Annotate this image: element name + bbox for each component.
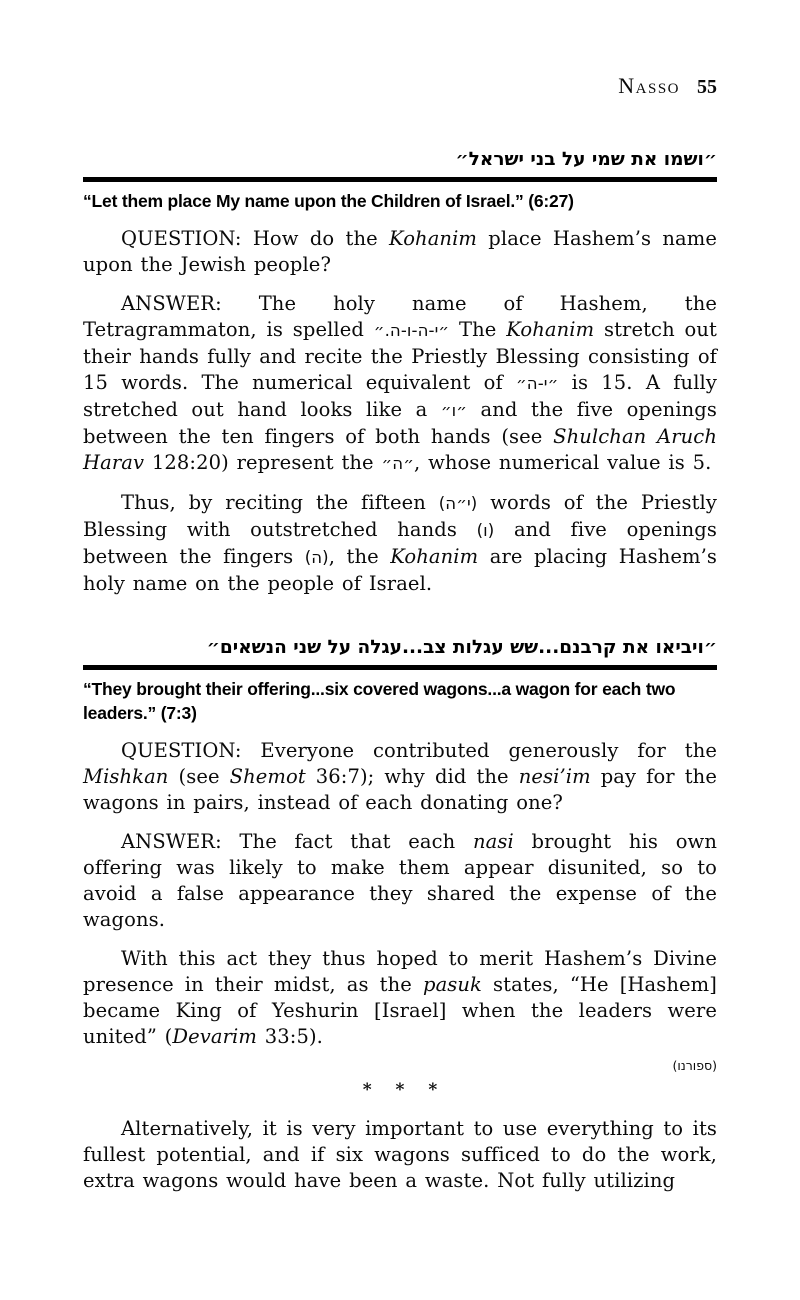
heading-rule (83, 665, 717, 670)
english-verse-heading: “They brought their offering...six covered wagons...a wagon for each two leaders.” (7:3) (83, 679, 676, 723)
hebrew-inline: (י״ה) (438, 494, 478, 513)
parsha-title: Nasso (618, 73, 680, 98)
section-wagons (83, 635, 717, 1194)
book-page (83, 0, 717, 1194)
italic-term: Shemot (229, 765, 306, 788)
section-priestly-blessing (83, 147, 717, 597)
answer-paragraph: ANSWER: The fact that each nasi brought his own offering was likely to make them appear disunited, so to avoid a false appearance they shared the expense of the wagons. (83, 830, 717, 931)
source-citation: (ספורנו) (672, 1058, 717, 1073)
italic-term: Devarim (172, 1025, 257, 1048)
body-paragraph: Alternatively, it is very important to use everything to its fullest potential, and if six wagons sufficed to do the work, extra wagons would have been a waste. Not fully utilizing (83, 1117, 717, 1192)
italic-term: nesi’im (518, 765, 591, 788)
answer-paragraph: ANSWER: The holy name of Hashem, the Tetragrammaton, is spelled ״י-ה-ו-ה.״ The Kohanim stretch out their hands fully and recite the Priestly Blessing consisting of 15 words. The numerical equivalent of ״י-ה״ is 15. A fully stretched out hand looks like a ״ו״ and the five openings between the ten fingers of both hands (see Shulchan Aruch Harav 128:20) represent the ״ה״, whose numerical value is 5. (83, 292, 718, 474)
italic-term: Kohanim (390, 545, 479, 568)
hebrew-inline: ״ה״ (381, 454, 414, 473)
question-paragraph: QUESTION: Everyone contributed generously for the Mishkan (see Shemot 36:7); why did the nesi’im pay for the wagons in pairs, instead of each donating one? (83, 739, 717, 814)
hebrew-inline: ״ו״ (440, 401, 468, 420)
page-header (83, 74, 717, 99)
page-number: 55 (697, 76, 717, 98)
hebrew-verse-heading: ״ויביאו את קרבנם...שש עגלות צב...עגלה על שני הנשאים״ (206, 637, 717, 658)
italic-term: Kohanim (389, 227, 478, 250)
italic-term: Shulchan Aruch Harav (83, 425, 717, 474)
asterisk-separator: * * * (362, 1080, 438, 1100)
hebrew-inline: (ו) (476, 521, 495, 540)
hebrew-inline: ״י-ה-ו-ה.״ (373, 321, 450, 340)
body-paragraph: With this act they thus hoped to merit Hashem’s Divine presence in their midst, as the pasuk states, “He [Hashem] became King of Yeshurin [Israel] when the leaders were united” (Devarim 33:5). (83, 947, 717, 1048)
heading-rule (83, 177, 717, 182)
hebrew-inline: (ה) (304, 548, 329, 567)
italic-term: Kohanim (506, 318, 595, 341)
italic-term: Mishkan (83, 765, 169, 788)
body-paragraph: Thus, by reciting the fifteen (י״ה) words of the Priestly Blessing with outstretched hands (ו) and five openings between the fingers (ה), the Kohanim are placing Hashem’s holy name on the people of Israel. (83, 491, 717, 595)
english-verse-heading: “Let them place My name upon the Children of Israel.” (6:27) (83, 191, 574, 211)
italic-term: nasi (472, 830, 514, 853)
italic-term: pasuk (422, 973, 482, 996)
question-paragraph: QUESTION: How do the Kohanim place Hashem’s name upon the Jewish people? (83, 227, 717, 276)
hebrew-inline: ״י-ה״ (516, 374, 559, 393)
hebrew-verse-heading: ״ושמו את שמי על בני ישראל״ (455, 149, 717, 170)
